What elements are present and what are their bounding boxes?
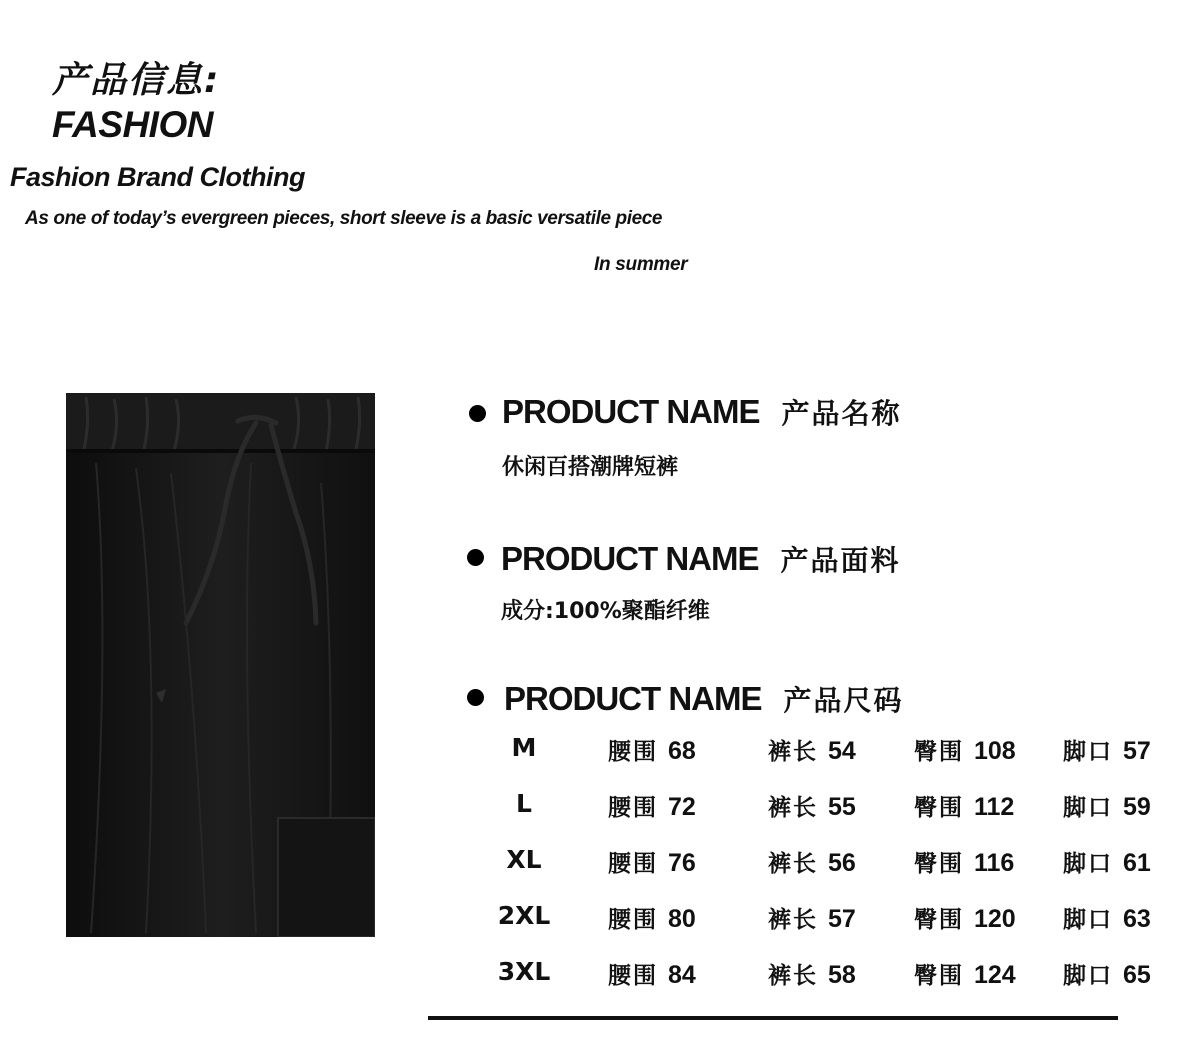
length-label: 裤长 bbox=[768, 795, 818, 821]
waist-label: 腰围 bbox=[608, 851, 658, 877]
size-label: 2XL bbox=[497, 901, 551, 930]
leg-cell bbox=[1063, 845, 1151, 878]
size-label: XL bbox=[506, 845, 542, 874]
waist-value: 84 bbox=[668, 961, 696, 989]
waist-label: 腰围 bbox=[608, 963, 658, 989]
length-value: 56 bbox=[828, 849, 856, 877]
brand-name: Fashion Brand Clothing bbox=[10, 162, 305, 192]
leg-cell bbox=[1063, 901, 1151, 934]
leg-value: 57 bbox=[1123, 737, 1151, 765]
waist-value: 80 bbox=[668, 905, 696, 933]
size-label: 3XL bbox=[497, 957, 551, 986]
size-row-m bbox=[488, 725, 1188, 781]
length-value: 57 bbox=[828, 905, 856, 933]
hip-label: 臀围 bbox=[914, 851, 964, 877]
leg-value: 59 bbox=[1123, 793, 1151, 821]
section-title-cn: 产品面料 bbox=[780, 544, 901, 577]
leg-value: 63 bbox=[1123, 905, 1151, 933]
size-row-2xl bbox=[488, 893, 1188, 949]
length-label: 裤长 bbox=[768, 739, 818, 765]
hip-cell bbox=[914, 901, 1016, 934]
waist-label: 腰围 bbox=[608, 739, 658, 765]
leg-cell bbox=[1063, 957, 1151, 990]
season-note: In summer bbox=[594, 254, 688, 275]
section-title-en: PRODUCT NAME bbox=[504, 680, 762, 717]
product-fabric-value: 成分:100%聚酯纤维 bbox=[501, 599, 710, 624]
length-cell bbox=[768, 957, 856, 990]
section-bullet bbox=[467, 689, 484, 706]
leg-label: 脚口 bbox=[1063, 739, 1113, 765]
waist-cell bbox=[608, 789, 696, 822]
waist-cell bbox=[608, 957, 696, 990]
length-value: 54 bbox=[828, 737, 856, 765]
size-row-3xl bbox=[488, 949, 1188, 1005]
length-label: 裤长 bbox=[768, 851, 818, 877]
waist-cell bbox=[608, 733, 696, 766]
hip-cell bbox=[914, 733, 1016, 766]
length-value: 58 bbox=[828, 961, 856, 989]
section-title-en: PRODUCT NAME bbox=[502, 393, 760, 430]
leg-label: 脚口 bbox=[1063, 907, 1113, 933]
size-row-xl bbox=[488, 837, 1188, 893]
size-label: M bbox=[511, 733, 537, 762]
leg-label: 脚口 bbox=[1063, 851, 1113, 877]
hip-cell bbox=[914, 845, 1014, 878]
waist-value: 72 bbox=[668, 793, 696, 821]
leg-value: 65 bbox=[1123, 961, 1151, 989]
length-cell bbox=[768, 901, 856, 934]
page-title-cn: 产品信息: bbox=[52, 60, 221, 101]
section-title-product-size bbox=[504, 679, 904, 719]
size-row-l bbox=[488, 781, 1188, 837]
leg-label: 脚口 bbox=[1063, 795, 1113, 821]
leg-value: 61 bbox=[1123, 849, 1151, 877]
section-bullet bbox=[467, 549, 484, 566]
leg-cell bbox=[1063, 789, 1151, 822]
leg-label: 脚口 bbox=[1063, 963, 1113, 989]
hip-label: 臀围 bbox=[914, 907, 964, 933]
waist-label: 腰围 bbox=[608, 795, 658, 821]
section-title-cn: 产品名称 bbox=[781, 397, 902, 430]
hip-cell bbox=[914, 957, 1016, 990]
hip-value: 108 bbox=[974, 737, 1016, 765]
hip-label: 臀围 bbox=[914, 795, 964, 821]
section-title-cn: 产品尺码 bbox=[783, 684, 904, 717]
black-shorts-illustration bbox=[66, 393, 375, 937]
length-cell bbox=[768, 845, 856, 878]
section-title-product-name bbox=[502, 392, 902, 432]
page-title-en: FASHION bbox=[52, 104, 213, 145]
hip-value: 124 bbox=[974, 961, 1016, 989]
product-photo bbox=[66, 393, 375, 937]
product-name-value: 休闲百搭潮牌短裤 bbox=[502, 455, 679, 480]
length-label: 裤长 bbox=[768, 907, 818, 933]
length-label: 裤长 bbox=[768, 963, 818, 989]
leg-cell bbox=[1063, 733, 1151, 766]
section-title-en: PRODUCT NAME bbox=[501, 540, 759, 577]
length-cell bbox=[768, 789, 856, 822]
section-bullet bbox=[469, 405, 486, 422]
waist-cell bbox=[608, 901, 696, 934]
waist-label: 腰围 bbox=[608, 907, 658, 933]
hip-label: 臀围 bbox=[914, 739, 964, 765]
length-cell bbox=[768, 733, 856, 766]
waist-value: 68 bbox=[668, 737, 696, 765]
waist-value: 76 bbox=[668, 849, 696, 877]
section-title-product-fabric bbox=[501, 539, 901, 579]
hip-value: 116 bbox=[974, 849, 1015, 877]
hip-value: 120 bbox=[974, 905, 1016, 933]
hip-label: 臀围 bbox=[914, 963, 964, 989]
waist-cell bbox=[608, 845, 696, 878]
hip-cell bbox=[914, 789, 1014, 822]
size-table bbox=[488, 725, 1188, 1005]
hip-value: 112 bbox=[974, 793, 1015, 821]
tagline: As one of today’s evergreen pieces, short sleeve is a basic versatile piece bbox=[25, 208, 663, 229]
bottom-divider bbox=[428, 1016, 1118, 1020]
length-value: 55 bbox=[828, 793, 856, 821]
size-label: L bbox=[516, 789, 532, 818]
